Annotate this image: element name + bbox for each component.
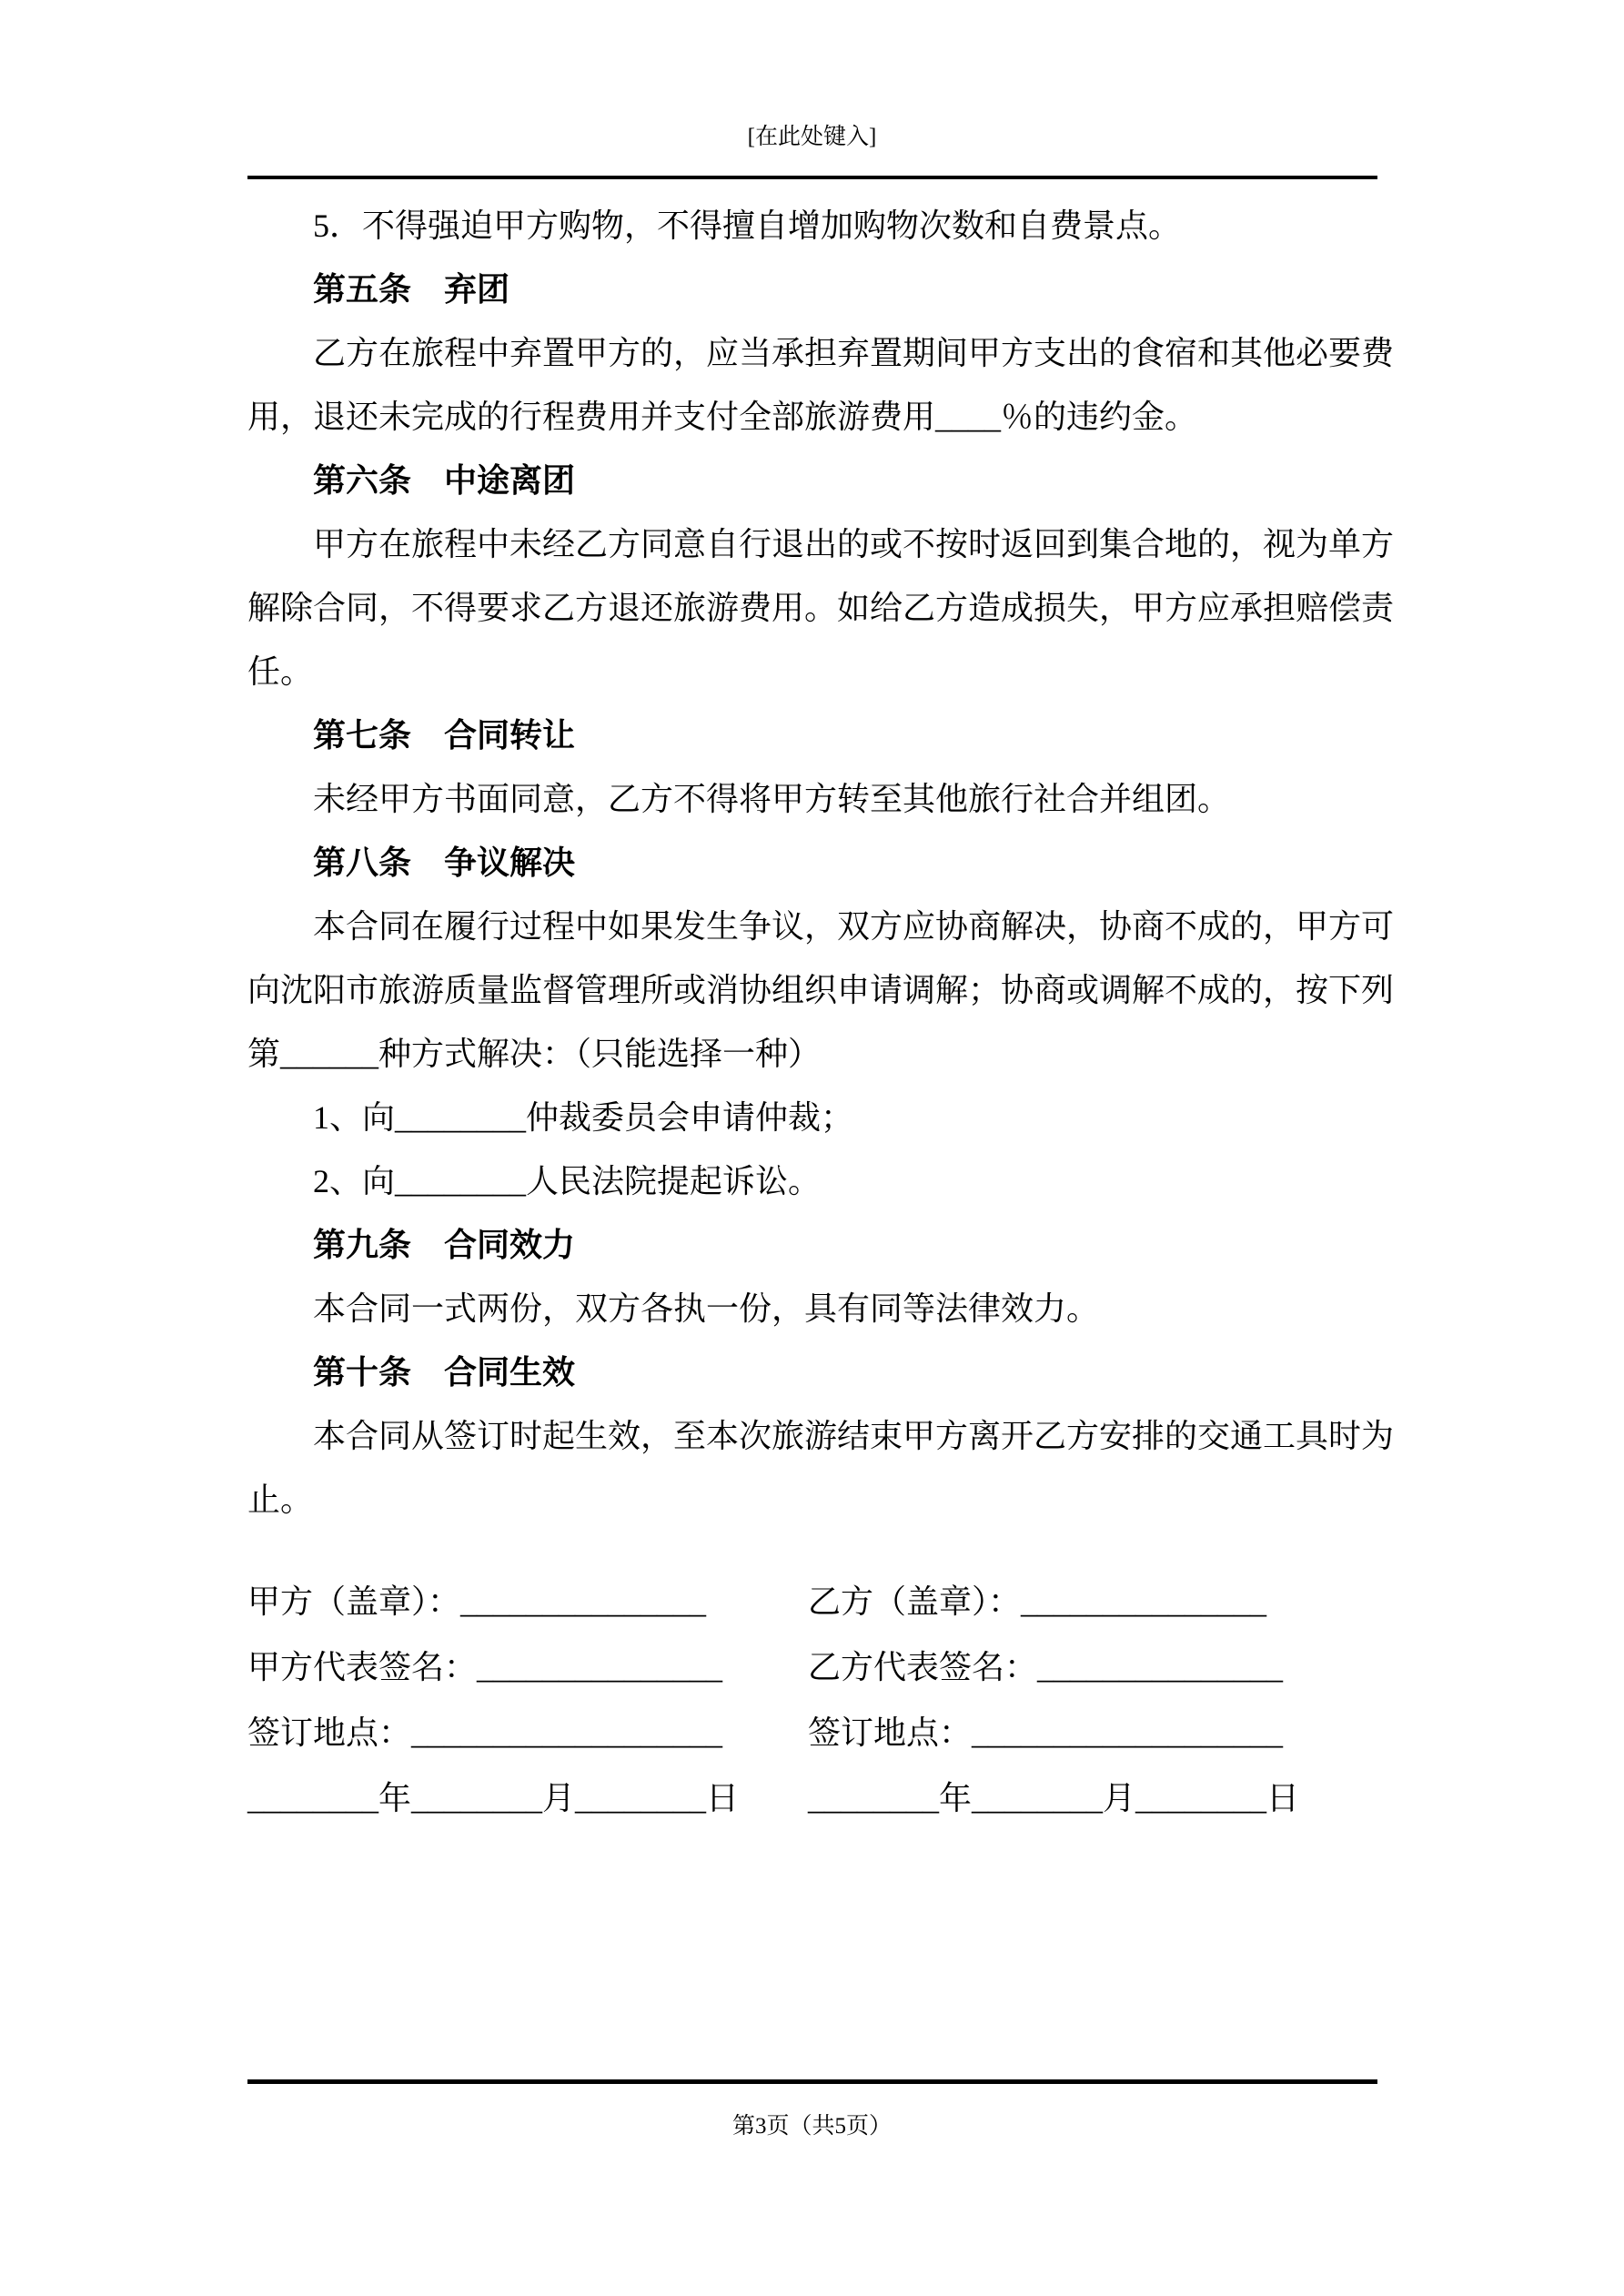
article-heading: 第十条 合同生效: [313, 1354, 576, 1391]
signature-row: [247, 1569, 1377, 1634]
party-b-date-line: ________年________月________日: [808, 1780, 1299, 1816]
party-a-signing-place-line: 签订地点：___________________: [247, 1714, 723, 1751]
document-line: 本合同从签订时起生效，至本次旅游结束甲方离开乙方安排的交通工具时为: [313, 1418, 1395, 1454]
document-line: 甲方在旅程中未经乙方同意自行退出的或不按时返回到集合地的，视为单方: [313, 526, 1395, 562]
footer-rule: [247, 2079, 1377, 2084]
document-line: 止。: [247, 1482, 314, 1518]
signature-block: [247, 1569, 1377, 1831]
document-line: 解除合同，不得要求乙方退还旅游费用。如给乙方造成损失，甲方应承担赔偿责: [247, 590, 1395, 626]
header-rule: [247, 176, 1377, 179]
document-body: [247, 194, 1395, 1532]
article-heading: 第六条 中途离团: [313, 462, 576, 499]
document-line: 未经甲方书面同意，乙方不得将甲方转至其他旅行社合并组团。: [313, 781, 1231, 817]
document-line: 用，退还未完成的行程费用并支付全部旅游费用____％的违约金。: [247, 399, 1198, 435]
article-heading: 第五条 弃团: [313, 271, 510, 308]
article-heading: 第九条 合同效力: [313, 1227, 576, 1263]
article-heading: 第八条 争议解决: [313, 845, 576, 881]
signature-row: [247, 1700, 1377, 1765]
document-line: 任。: [247, 653, 314, 690]
list-item: 1、向________仲裁委员会申请仲裁；: [313, 1099, 854, 1136]
document-line: 本合同在履行过程中如果发生争议，双方应协商解决，协商不成的，甲方可: [313, 908, 1395, 945]
document-line: 5．不得强迫甲方购物，不得擅自增加购物次数和自费景点。: [313, 207, 1182, 244]
list-item: 2、向________人民法院提起诉讼。: [313, 1163, 822, 1199]
party-a-seal-line: 甲方（盖章）：_______________: [247, 1583, 707, 1620]
party-a-representative-line: 甲方代表签名：_______________: [247, 1649, 723, 1685]
document-line: 向沈阳市旅游质量监督管理所或消协组织申请调解；协商或调解不成的，按下列: [247, 972, 1395, 1008]
article-heading: 第七条 合同转让: [313, 717, 576, 754]
signature-row: [247, 1634, 1377, 1700]
header-placeholder: [在此处键入]: [747, 125, 877, 149]
party-b-signing-place-line: 签订地点：___________________: [808, 1714, 1284, 1751]
document-line: 本合同一式两份，双方各执一份，具有同等法律效力。: [313, 1290, 1100, 1327]
party-b-representative-line: 乙方代表签名：_______________: [808, 1649, 1284, 1685]
party-b-seal-line: 乙方（盖章）：_______________: [808, 1583, 1267, 1620]
page-number: 第3页（共5页）: [731, 2114, 892, 2139]
party-a-date-line: ________年________月________日: [247, 1780, 739, 1816]
document-line: 乙方在旅程中弃置甲方的，应当承担弃置期间甲方支出的食宿和其他必要费: [313, 335, 1395, 371]
document-line: 第______种方式解决：（只能选择一种）: [247, 1036, 822, 1072]
signature-row: [247, 1765, 1377, 1831]
